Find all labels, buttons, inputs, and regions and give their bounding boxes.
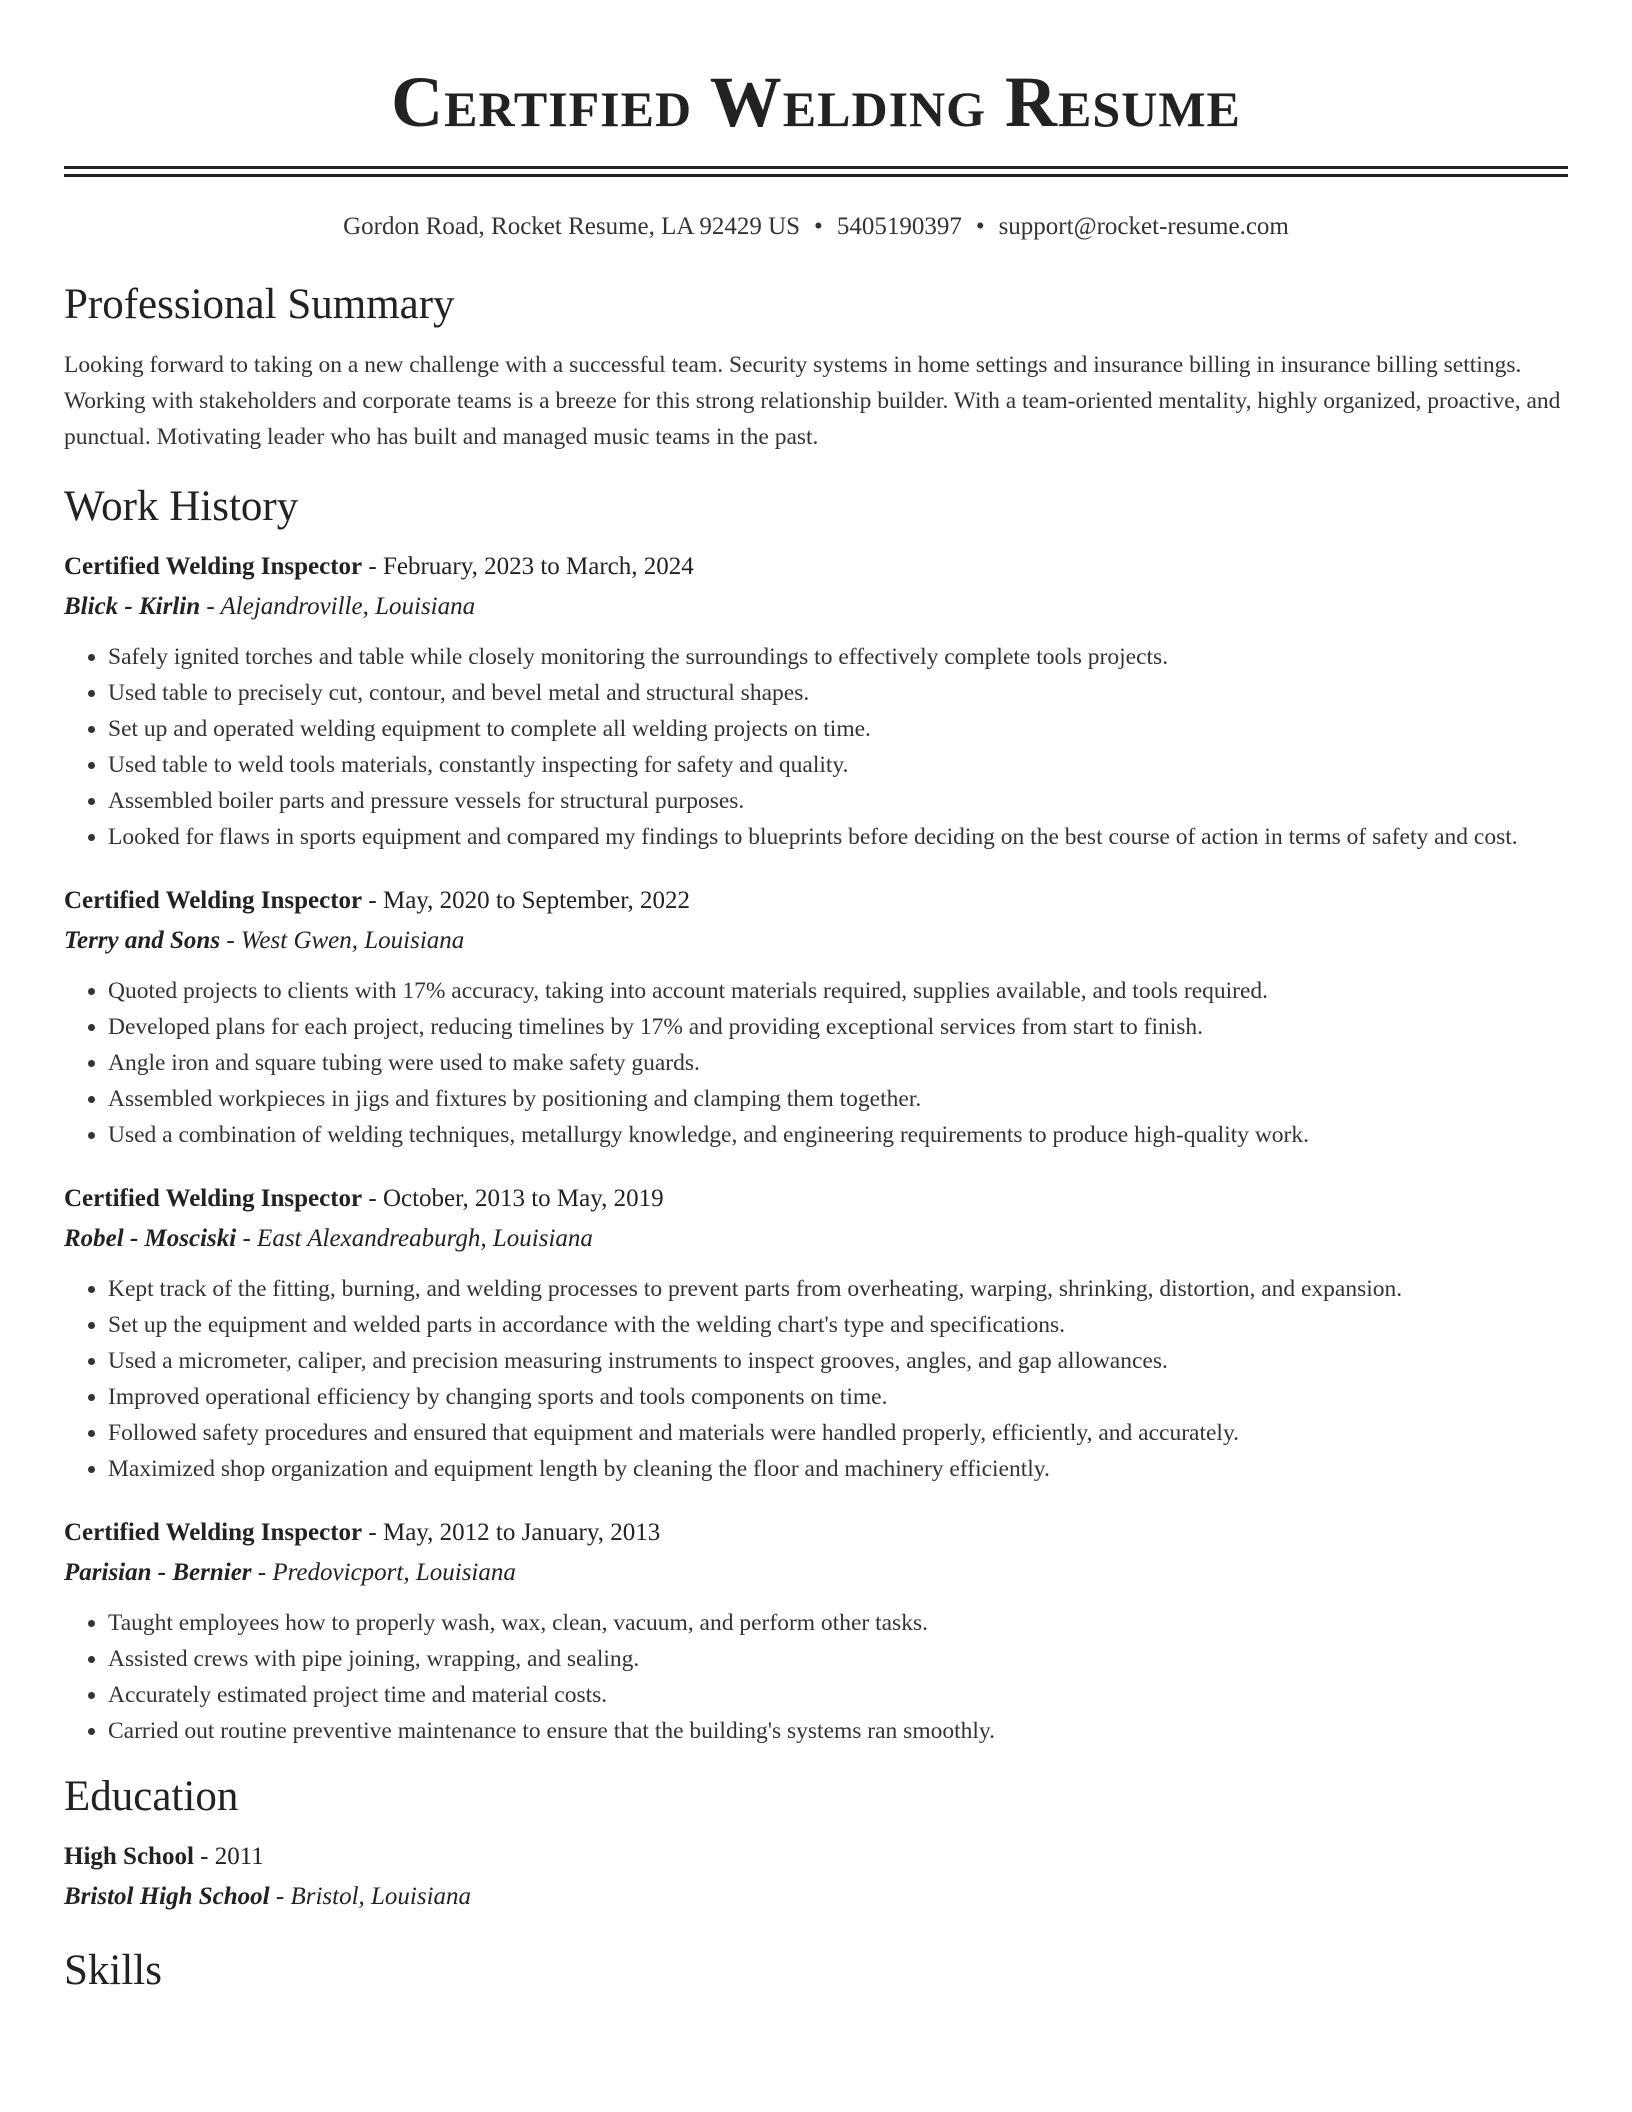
job-entry: [64, 1515, 1568, 1749]
job-entry: [64, 549, 1568, 855]
duty-item: • Used a micrometer, caliper, and precision measuring instruments to inspect grooves, angles, and gap allowances.: [108, 1343, 1568, 1379]
education-degree: High School: [64, 1843, 194, 1870]
duty-item: • Looked for flaws in sports equipment and compared my findings to blueprints before deciding on the best course of action in terms of safety and cost.: [108, 819, 1568, 855]
duty-item: • Kept track of the fitting, burning, and welding processes to prevent parts from overheating, warping, shrinking, distortion, and expansion.: [108, 1271, 1568, 1307]
job-location: - Predovicport, Louisiana: [251, 1559, 516, 1586]
job-dates: - May, 2020 to September, 2022: [362, 887, 691, 914]
contact-email: support@rocket-resume.com: [998, 213, 1289, 240]
duty-item: • Maximized shop organization and equipment length by cleaning the floor and machinery efficiently.: [108, 1451, 1568, 1487]
job-duties-list: [64, 973, 1568, 1153]
job-entry: [64, 883, 1568, 1153]
job-entry: [64, 1181, 1568, 1487]
duty-item: • Angle iron and square tubing were used to make safety guards.: [108, 1045, 1568, 1081]
title-double-rule: [64, 166, 1568, 177]
duty-item: • Safely ignited torches and table while closely monitoring the surroundings to effectively complete tools projects.: [108, 639, 1568, 675]
job-location: - West Gwen, Louisiana: [220, 927, 465, 954]
job-location: - Alejandroville, Louisiana: [200, 593, 476, 620]
duty-item: • Carried out routine preventive maintenance to ensure that the building's systems ran smoothly.: [108, 1713, 1568, 1749]
duty-item: • Assembled boiler parts and pressure vessels for structural purposes.: [108, 783, 1568, 819]
work-history-heading: Work History: [64, 483, 299, 530]
duty-item: • Improved operational efficiency by changing sports and tools components on time.: [108, 1379, 1568, 1415]
contact-address: Gordon Road, Rocket Resume, LA 92429 US: [343, 213, 801, 240]
job-employer-line: [64, 589, 1568, 625]
education-degree-line: [64, 1839, 1568, 1875]
job-duties-list: [64, 1271, 1568, 1487]
job-company: Terry and Sons: [64, 927, 221, 954]
duty-item: • Used a combination of welding techniques, metallurgy knowledge, and engineering requirements to produce high-quality work.: [108, 1117, 1568, 1153]
job-role: Certified Welding Inspector: [64, 887, 363, 914]
job-employer-line: [64, 923, 1568, 959]
job-employer-line: [64, 1555, 1568, 1591]
job-employer-line: [64, 1221, 1568, 1257]
job-title-line: [64, 1181, 1568, 1217]
job-company: Blick - Kirlin: [64, 593, 201, 620]
contact-line: [64, 211, 1568, 243]
job-role: Certified Welding Inspector: [64, 553, 363, 580]
duty-item: • Taught employees how to properly wash, wax, clean, vacuum, and perform other tasks.: [108, 1605, 1568, 1641]
job-title-line: [64, 549, 1568, 585]
job-title-line: [64, 883, 1568, 919]
contact-separator: •: [975, 213, 985, 240]
duty-item: • Used table to precisely cut, contour, and bevel metal and structural shapes.: [108, 675, 1568, 711]
duty-item: • Accurately estimated project time and material costs.: [108, 1677, 1568, 1713]
duty-item: • Quoted projects to clients with 17% accuracy, taking into account materials required, supplies available, and tools required.: [108, 973, 1568, 1009]
education-heading: Education: [64, 1773, 239, 1820]
duty-item: • Used table to weld tools materials, constantly inspecting for safety and quality.: [108, 747, 1568, 783]
job-role: Certified Welding Inspector: [64, 1185, 363, 1212]
education-school: Bristol High School: [64, 1883, 270, 1910]
job-company: Robel - Mosciski: [64, 1225, 237, 1252]
summary-text: Looking forward to taking on a new challenge with a successful team. Security systems in home settings and insurance billing in insurance billing settings. Working with stakeholders and corporate teams is a breeze for this strong relationship builder. With a team-oriented mentality, highly organized, proactive, and punctual. Motivating leader who has built and managed music teams in the past.: [64, 352, 1561, 450]
contact-separator: •: [814, 213, 823, 240]
duty-item: • Assisted crews with pipe joining, wrapping, and sealing.: [108, 1641, 1568, 1677]
job-dates: - February, 2023 to March, 2024: [362, 553, 694, 580]
duty-item: • Followed safety procedures and ensured that equipment and materials were handled properly, efficiently, and accurately.: [108, 1415, 1568, 1451]
duty-item: • Assembled workpieces in jigs and fixtures by positioning and clamping them together.: [108, 1081, 1568, 1117]
skills-heading: Skills: [64, 1947, 162, 1994]
education-location: - Bristol, Louisiana: [269, 1883, 472, 1910]
job-dates: - October, 2013 to May, 2019: [362, 1185, 664, 1212]
duty-item: • Set up and operated welding equipment to complete all welding projects on time.: [108, 711, 1568, 747]
job-dates: - May, 2012 to January, 2013: [362, 1519, 661, 1546]
job-location: - East Alexandreaburgh, Louisiana: [236, 1225, 593, 1252]
duty-item: • Set up the equipment and welded parts in accordance with the welding chart's type and specifications.: [108, 1307, 1568, 1343]
resume-title: Certified Welding Resume: [391, 62, 1241, 142]
education-school-line: [64, 1879, 1568, 1915]
job-role: Certified Welding Inspector: [64, 1519, 363, 1546]
job-duties-list: [64, 639, 1568, 855]
job-company: Parisian - Bernier: [64, 1559, 252, 1586]
duty-item: • Developed plans for each project, reducing timelines by 17% and providing exceptional services from start to finish.: [108, 1009, 1568, 1045]
job-title-line: [64, 1515, 1568, 1551]
contact-phone: 5405190397: [836, 213, 962, 240]
education-year: - 2011: [193, 1843, 264, 1870]
job-duties-list: [64, 1605, 1568, 1749]
summary-heading: Professional Summary: [64, 281, 455, 328]
